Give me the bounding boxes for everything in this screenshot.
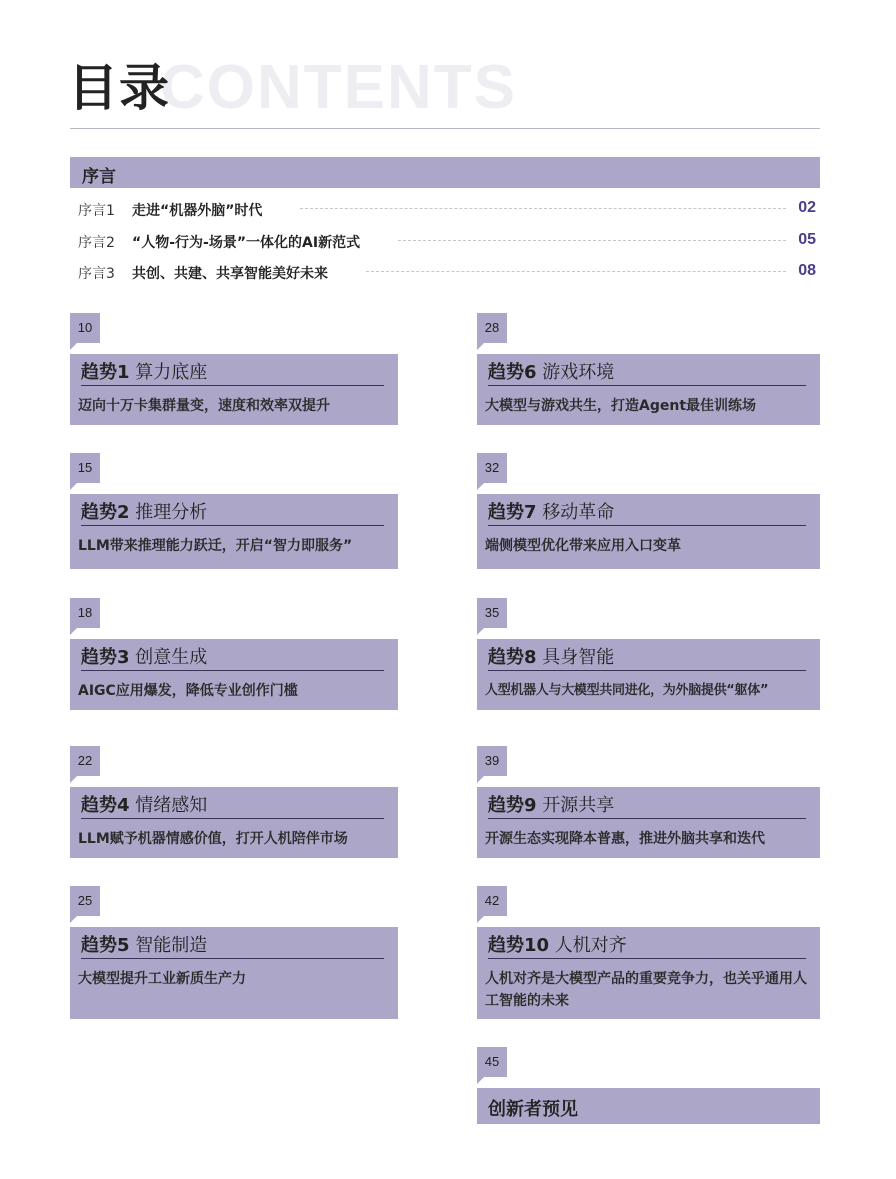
- trend-title: 趋势6 游戏环境: [488, 362, 615, 383]
- leader-dots: [300, 208, 786, 209]
- trend-description: 人型机器人与大模型共同进化，为外脑提供“躯体”: [485, 683, 769, 698]
- trend-card[interactable]: [477, 494, 820, 569]
- card-rule: [488, 670, 806, 671]
- page-number: 08: [798, 262, 816, 279]
- card-rule: [81, 385, 384, 386]
- preface-title: 共创、共建、共享智能美好未来: [132, 263, 336, 283]
- card-rule: [81, 818, 384, 819]
- trend-card[interactable]: [70, 494, 398, 569]
- card-rule: [81, 958, 384, 959]
- leader-dots: [398, 240, 786, 241]
- trend-card[interactable]: [70, 787, 398, 858]
- page-tag: 28: [477, 313, 507, 343]
- card-rule: [488, 525, 806, 526]
- page-tag: 42: [477, 886, 507, 916]
- innovators-title: 创新者预见: [488, 1099, 578, 1120]
- card-rule: [81, 670, 384, 671]
- trend-title: 趋势1 算力底座: [81, 362, 208, 383]
- preface-number: 序言1: [78, 203, 115, 219]
- page-tag: 45: [477, 1047, 507, 1077]
- trend-description: 大模型提升工业新质生产力: [78, 971, 246, 987]
- page-tag: 35: [477, 598, 507, 628]
- page-tag: 22: [70, 746, 100, 776]
- trend-title: 趋势9 开源共享: [488, 795, 615, 816]
- trend-card[interactable]: [477, 639, 820, 710]
- preface-entry[interactable]: [78, 198, 818, 220]
- page-tag: 15: [70, 453, 100, 483]
- trend-title: 趋势8 具身智能: [488, 647, 615, 668]
- trend-description: LLM带来推理能力跃迁，开启“智力即服务”: [78, 538, 353, 554]
- trend-card[interactable]: [477, 787, 820, 858]
- leader-dots: [366, 271, 786, 272]
- card-rule: [81, 525, 384, 526]
- trend-description: LLM赋予机器情感价值，打开人机陪伴市场: [78, 831, 348, 847]
- trend-description: 开源生态实现降本普惠，推进外脑共享和迭代: [485, 831, 765, 847]
- trend-description: 大模型与游戏共生，打造Agent最佳训练场: [485, 398, 757, 414]
- trend-card[interactable]: [477, 927, 820, 1019]
- preface-title: “人物-行为-场景”一体化的AI新范式: [132, 232, 368, 252]
- preface-entry[interactable]: [78, 230, 818, 252]
- page-tag: 32: [477, 453, 507, 483]
- trend-description: 迈向十万卡集群量变，速度和效率双提升: [78, 398, 330, 414]
- title-english: CONTENTS: [160, 53, 517, 122]
- trend-title: 趋势10 人机对齐: [488, 935, 627, 956]
- card-rule: [488, 818, 806, 819]
- card-rule: [488, 958, 806, 959]
- page-number: 02: [798, 199, 816, 216]
- title-chinese: 目录: [68, 59, 170, 117]
- card-rule: [488, 385, 806, 386]
- preface-entry[interactable]: [78, 261, 818, 283]
- trend-title: 趋势3 创意生成: [81, 647, 208, 668]
- trend-card[interactable]: [70, 927, 398, 1019]
- trend-description: AIGC应用爆发，降低专业创作门槛: [78, 683, 298, 699]
- page-number: 05: [798, 231, 816, 248]
- trend-card[interactable]: [70, 639, 398, 710]
- preface-heading-label: 序言: [82, 167, 116, 187]
- preface-title: 走进“机器外脑”时代: [132, 200, 270, 220]
- trend-description: 端侧模型优化带来应用入口变革: [485, 538, 681, 554]
- preface-number: 序言2: [78, 235, 115, 251]
- title-divider: [70, 128, 820, 129]
- trend-title: 趋势2 推理分析: [81, 502, 208, 523]
- trend-card[interactable]: [477, 354, 820, 425]
- page-tag: 18: [70, 598, 100, 628]
- preface-number: 序言3: [78, 266, 115, 282]
- trend-description: 人机对齐是大模型产品的重要竞争力，也关乎通用人工智能的未来: [485, 971, 807, 1009]
- trend-title: 趋势4 情绪感知: [81, 795, 208, 816]
- innovators-card[interactable]: [477, 1088, 820, 1124]
- page-tag: 39: [477, 746, 507, 776]
- preface-heading: [70, 157, 820, 188]
- page-tag: 25: [70, 886, 100, 916]
- trend-title: 趋势5 智能制造: [81, 935, 208, 956]
- page-tag: 10: [70, 313, 100, 343]
- trend-title: 趋势7 移动革命: [488, 502, 615, 523]
- trend-card[interactable]: [70, 354, 398, 425]
